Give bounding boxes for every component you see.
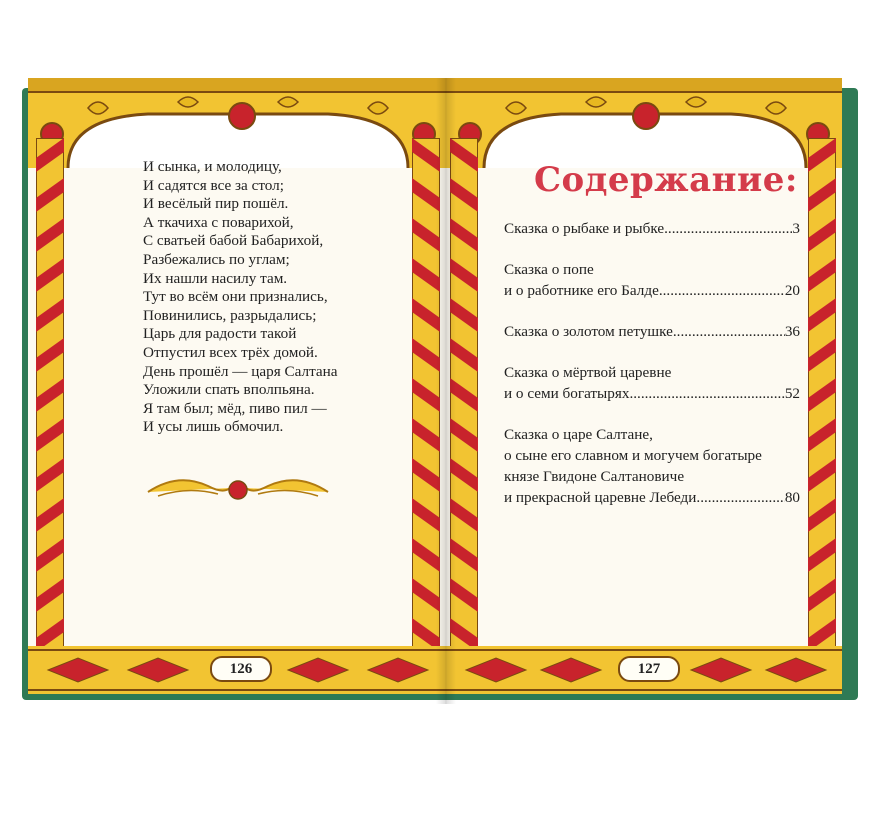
poem-line: День прошёл — царя Салтана xyxy=(143,362,338,380)
open-book xyxy=(22,78,858,704)
page-number-left: 126 xyxy=(210,656,272,682)
table-of-contents xyxy=(504,218,800,528)
poem-line: С сватьей бабой Бабарихой, xyxy=(143,232,324,250)
poem-line: А ткачиха с поварихой, xyxy=(143,213,294,231)
toc-entry[interactable] xyxy=(504,362,800,404)
poem-line: И сынка, и молодицу, xyxy=(143,158,282,175)
page-number-right: 127 xyxy=(618,656,680,682)
toc-entry-title: и о работнике его Балде xyxy=(504,282,659,299)
toc-page-number: 52 xyxy=(784,385,800,402)
toc-entry[interactable] xyxy=(504,218,800,239)
poem-line: И садятся все за стол; xyxy=(143,176,284,194)
left-page xyxy=(28,78,446,694)
ornate-arch-top xyxy=(446,78,842,168)
toc-entry-title: и прекрасной царевне Лебеди xyxy=(504,489,697,506)
toc-entry-title: князе Гвидоне Салтановиче xyxy=(504,468,685,485)
book-spine-shadow xyxy=(436,78,456,704)
toc-page-number: 80 xyxy=(784,489,800,506)
toc-entry-title: Сказка о рыбаке и рыбке xyxy=(504,220,665,237)
toc-entry[interactable] xyxy=(504,424,800,508)
poem-line: И усы лишь обмочил. xyxy=(143,418,284,436)
poem-line: Тут во всём они признались, xyxy=(143,288,328,306)
toc-page-number: 36 xyxy=(784,323,800,340)
decorative-flourish xyxy=(138,466,338,506)
twisted-column-right xyxy=(808,138,836,658)
toc-page-number: 20 xyxy=(784,282,800,299)
toc-heading: Содержание: xyxy=(534,160,798,200)
toc-entry[interactable] xyxy=(504,259,800,301)
twisted-column-left xyxy=(36,138,64,658)
poem-line: Разбежались по углам; xyxy=(143,250,290,268)
poem-text xyxy=(143,158,403,437)
poem-line: Отпустил всех трёх домой. xyxy=(143,343,318,361)
poem-line: Уложили спать вполпьяна. xyxy=(143,381,315,399)
toc-entry-title: Сказка о царе Салтане, xyxy=(504,426,653,443)
poem-line: Их нашли насилу там. xyxy=(143,269,288,287)
toc-entry-title: о сыне его славном и могучем богатыре xyxy=(504,447,762,464)
toc-entry-title: Сказка о попе xyxy=(504,261,594,278)
toc-entry-title: и о семи богатырях xyxy=(504,385,630,402)
poem-line: Царь для радости такой xyxy=(143,325,297,343)
right-page xyxy=(446,78,842,694)
toc-entry-title: Сказка о золотом петушке xyxy=(504,323,673,340)
toc-entry[interactable] xyxy=(504,321,800,342)
poem-line: И весёлый пир пошёл. xyxy=(143,195,289,213)
toc-page-number: 3 xyxy=(792,220,800,237)
poem-line: Повинились, разрыдались; xyxy=(143,306,317,324)
ornate-arch-top xyxy=(28,78,446,168)
poem-line: Я там был; мёд, пиво пил — xyxy=(143,399,327,417)
toc-entry-title: Сказка о мёртвой царевне xyxy=(504,364,672,381)
